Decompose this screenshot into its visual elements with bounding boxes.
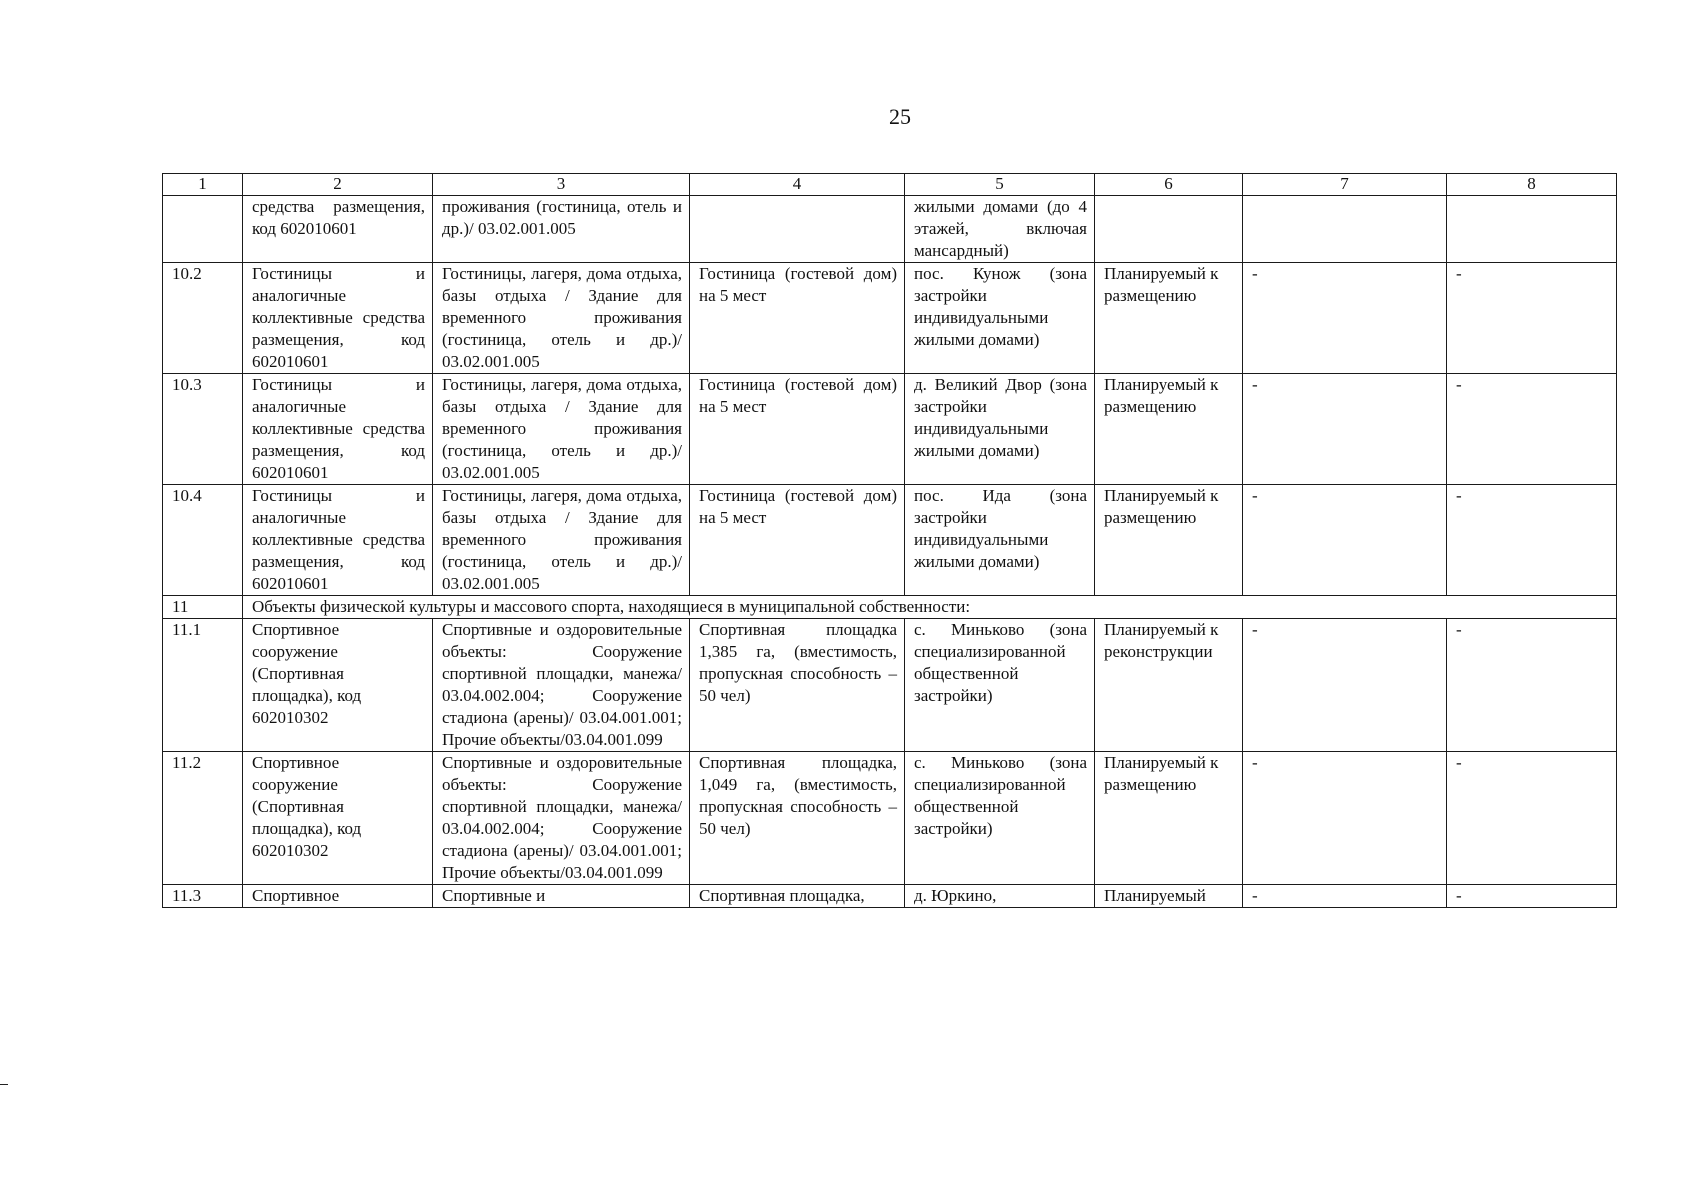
object-type: Спортивные и оздоровительные объекты: Сооружение спортивной площадки, манежа/ 03.04.002.004; Сооружение стадиона (арены)/ 03.04.001.001; Прочие объекты/03.04.001.099 <box>433 752 690 885</box>
col-8-value: - <box>1447 485 1617 596</box>
col-8-value: - <box>1447 752 1617 885</box>
object-location: д. Великий Двор (зона застройки индивидуальными жилыми домами) <box>905 374 1095 485</box>
table-row <box>163 263 1617 374</box>
object-type: проживания (гостиница, отель и др.)/ 03.02.001.005 <box>433 196 690 263</box>
header-cell-3: 3 <box>433 174 690 196</box>
object-characteristics <box>690 196 905 263</box>
object-status <box>1095 196 1243 263</box>
table-row <box>163 196 1617 263</box>
col-8-value: - <box>1447 374 1617 485</box>
object-status: Планируемый к размещению <box>1095 752 1243 885</box>
table-row <box>163 374 1617 485</box>
object-location: пос. Ида (зона застройки индивидуальными жилыми домами) <box>905 485 1095 596</box>
object-status: Планируемый к размещению <box>1095 485 1243 596</box>
col-7-value <box>1243 196 1447 263</box>
object-characteristics: Гостиница (гостевой дом) на 5 мест <box>690 374 905 485</box>
object-type: Спортивные и <box>433 885 690 908</box>
object-name: Спортивное сооружение (Спортивная площадка), код 602010302 <box>243 752 433 885</box>
header-cell-2: 2 <box>243 174 433 196</box>
section-number: 11 <box>163 596 243 619</box>
header-cell-5: 5 <box>905 174 1095 196</box>
object-status: Планируемый к реконструкции <box>1095 619 1243 752</box>
table-row <box>163 752 1617 885</box>
col-8-value <box>1447 196 1617 263</box>
col-7-value: - <box>1243 885 1447 908</box>
header-cell-8: 8 <box>1447 174 1617 196</box>
object-name: средства размещения, код 602010601 <box>243 196 433 263</box>
object-location: жилыми домами (до 4 этажей, включая мансардный) <box>905 196 1095 263</box>
object-type: Гостиницы, лагеря, дома отдыха, базы отдыха / Здание для временного проживания (гостиница, отель и др.)/ 03.02.001.005 <box>433 263 690 374</box>
object-type: Гостиницы, лагеря, дома отдыха, базы отдыха / Здание для временного проживания (гостиница, отель и др.)/ 03.02.001.005 <box>433 374 690 485</box>
row-number: 10.2 <box>163 263 243 374</box>
col-8-value: - <box>1447 885 1617 908</box>
header-cell-7: 7 <box>1243 174 1447 196</box>
col-7-value: - <box>1243 619 1447 752</box>
table-row <box>163 485 1617 596</box>
object-name: Гостиницы и аналогичные коллективные средства размещения, код 602010601 <box>243 374 433 485</box>
page-number: 25 <box>889 104 911 129</box>
row-number <box>163 196 243 263</box>
object-status: Планируемый <box>1095 885 1243 908</box>
object-type: Гостиницы, лагеря, дома отдыха, базы отдыха / Здание для временного проживания (гостиница, отель и др.)/ 03.02.001.005 <box>433 485 690 596</box>
objects-table <box>162 173 1617 908</box>
object-type: Спортивные и оздоровительные объекты: Сооружение спортивной площадки, манежа/ 03.04.002.004; Сооружение стадиона (арены)/ 03.04.001.001; Прочие объекты/03.04.001.099 <box>433 619 690 752</box>
col-8-value: - <box>1447 263 1617 374</box>
object-name: Гостиницы и аналогичные коллективные средства размещения, код 602010601 <box>243 485 433 596</box>
object-name: Спортивное <box>243 885 433 908</box>
object-status: Планируемый к размещению <box>1095 374 1243 485</box>
col-7-value: - <box>1243 485 1447 596</box>
object-characteristics: Гостиница (гостевой дом) на 5 мест <box>690 263 905 374</box>
col-7-value: - <box>1243 263 1447 374</box>
margin-mark <box>0 1084 8 1085</box>
object-location: с. Миньково (зона специализированной общественной застройки) <box>905 619 1095 752</box>
object-name: Спортивное сооружение (Спортивная площадка), код 602010302 <box>243 619 433 752</box>
header-cell-4: 4 <box>690 174 905 196</box>
header-cell-1: 1 <box>163 174 243 196</box>
object-name: Гостиницы и аналогичные коллективные средства размещения, код 602010601 <box>243 263 433 374</box>
col-7-value: - <box>1243 374 1447 485</box>
row-number: 10.4 <box>163 485 243 596</box>
object-location: д. Юркино, <box>905 885 1095 908</box>
col-7-value: - <box>1243 752 1447 885</box>
row-number: 11.3 <box>163 885 243 908</box>
section-title: Объекты физической культуры и массового спорта, находящиеся в муниципальной собственности: <box>243 596 1617 619</box>
header-row <box>163 174 1617 196</box>
row-number: 10.3 <box>163 374 243 485</box>
header-cell-6: 6 <box>1095 174 1243 196</box>
row-number: 11.1 <box>163 619 243 752</box>
object-status: Планируемый к размещению <box>1095 263 1243 374</box>
object-location: с. Миньково (зона специализированной общественной застройки) <box>905 752 1095 885</box>
section-row <box>163 596 1617 619</box>
row-number: 11.2 <box>163 752 243 885</box>
col-8-value: - <box>1447 619 1617 752</box>
object-characteristics: Спортивная площадка 1,385 га, (вместимость, пропускная способность – 50 чел) <box>690 619 905 752</box>
object-characteristics: Спортивная площадка, 1,049 га, (вместимость, пропускная способность – 50 чел) <box>690 752 905 885</box>
object-characteristics: Спортивная площадка, <box>690 885 905 908</box>
object-characteristics: Гостиница (гостевой дом) на 5 мест <box>690 485 905 596</box>
object-location: пос. Кунож (зона застройки индивидуальными жилыми домами) <box>905 263 1095 374</box>
table-row <box>163 619 1617 752</box>
table-row <box>163 885 1617 908</box>
